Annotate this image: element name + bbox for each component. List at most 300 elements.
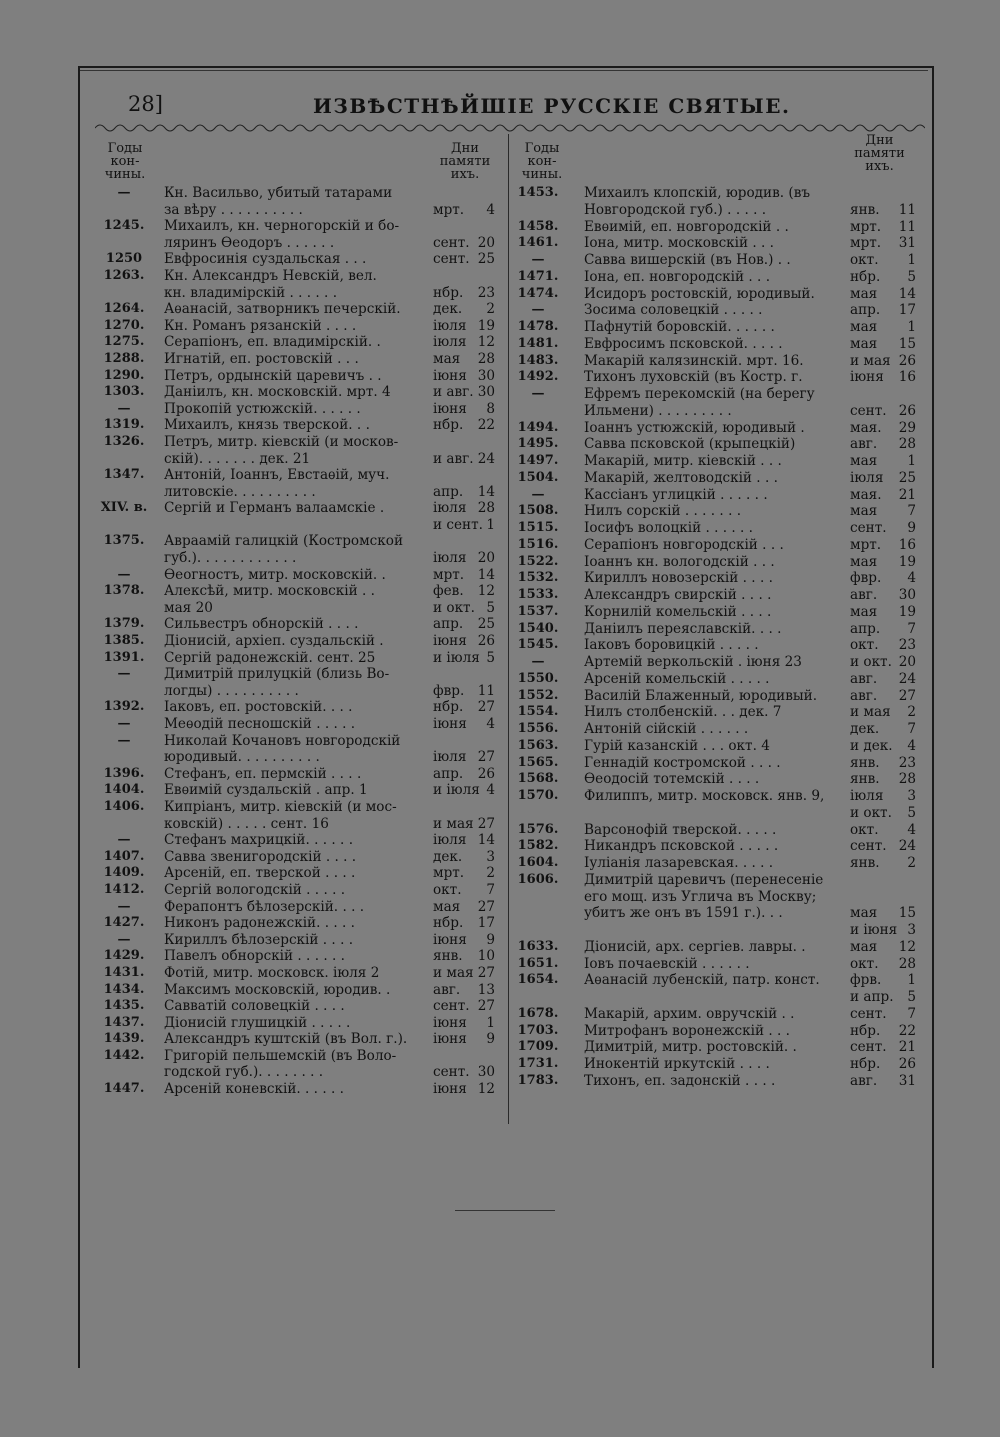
day-cell: 25 [898, 469, 916, 486]
day-cell: 9 [486, 931, 495, 948]
name-cell: Кириллъ новозерскій . . . . [584, 570, 773, 587]
name-cell: Арсеній комельскій . . . . . [584, 670, 770, 687]
table-row [96, 883, 501, 900]
date-cell: апр. [433, 765, 464, 782]
name-cell: Кн. Александръ Невскій, вел. [164, 267, 377, 284]
date-cell: мая [433, 898, 461, 915]
year-cell: 1516. [517, 536, 559, 552]
year-cell: XIV. в. [100, 500, 148, 516]
date-cell: іюля [433, 832, 467, 849]
date-cell: сент. [850, 1039, 887, 1056]
table-row [96, 369, 501, 386]
date-cell: іюня [433, 367, 467, 384]
day-cell: 20 [477, 234, 495, 251]
table-row [96, 468, 501, 485]
name-cell: Макарій калязинскій. мрт. 16. [584, 352, 804, 369]
left-column [96, 186, 501, 1099]
year-cell: 1288. [103, 350, 145, 366]
day-cell: 11 [898, 218, 916, 235]
year-cell: 1379. [103, 616, 145, 632]
date-cell: и дек. [850, 737, 893, 754]
table-row [96, 452, 501, 469]
day-cell: 14 [477, 832, 495, 849]
table-row [96, 617, 501, 634]
table-row [96, 783, 501, 800]
year-cell: 1606. [517, 871, 559, 887]
day-cell: 2 [486, 301, 495, 318]
year-cell: 1290. [103, 367, 145, 383]
name-cell: Исидоръ ростовскій, юродивый. [584, 285, 815, 302]
day-cell: 13 [477, 981, 495, 998]
name-cell: Кипріанъ, митр. кіевскій (и мос- [164, 798, 397, 815]
day-cell: 27 [477, 898, 495, 915]
table-row [96, 667, 501, 684]
header-text: Годы [107, 141, 143, 156]
date-cell: іюня [433, 716, 467, 732]
table-row [96, 219, 501, 236]
header-text: чины. [104, 167, 146, 182]
name-cell: Арсеній коневскій. . . . . . [164, 1081, 344, 1098]
name-cell: Іоаннъ кн. вологодскій . . . [584, 553, 775, 570]
date-cell: апр. [850, 302, 881, 319]
date-cell: сент. [433, 251, 470, 268]
day-cell: 12 [898, 938, 916, 955]
page-number: 28] [128, 92, 163, 116]
table-row [512, 320, 922, 337]
date-cell: апр. [433, 616, 464, 633]
day-cell: 28 [898, 436, 916, 453]
table-row [512, 488, 922, 505]
table-row [96, 833, 501, 850]
date-cell: нбр. [433, 699, 464, 716]
name-cell: Кн. Васильво, убитый татарами [164, 185, 393, 201]
name-cell: Митрофанъ воронежскій . . . [584, 1022, 790, 1039]
date-cell: окт. [850, 252, 879, 268]
table-row [96, 518, 501, 535]
name-cell: Нилъ сорскій . . . . . . . [584, 503, 742, 520]
date-cell: іюня [433, 1014, 467, 1031]
day-cell: 30 [477, 367, 495, 384]
date-cell: мрт. [433, 201, 465, 218]
table-row [512, 337, 922, 354]
day-cell: 24 [898, 838, 916, 855]
name-cell: Аѳанасій лубенскій, патр. конст. [584, 972, 820, 989]
table-row [96, 385, 501, 402]
date-cell: нбр. [433, 915, 464, 932]
name-cell: Кн. Романъ рязанскій . . . . [164, 317, 357, 334]
year-cell: — [531, 386, 545, 401]
year-cell: 1550. [517, 670, 559, 686]
date-cell: мая [850, 938, 878, 955]
date-cell: и сент. [433, 516, 483, 533]
date-cell: апр. [433, 483, 464, 500]
table-row [96, 634, 501, 651]
day-cell: 12 [477, 583, 495, 600]
name-cell: за вѣру . . . . . . . . . . [164, 201, 303, 218]
year-cell: 1347. [103, 467, 145, 483]
table-row [96, 584, 501, 601]
name-cell: Александръ куштскій (въ Вол. г.). [164, 1031, 408, 1048]
day-cell: 26 [477, 633, 495, 650]
date-cell: авг. [850, 587, 878, 603]
date-cell: іюня [433, 633, 467, 650]
day-cell: 24 [477, 450, 495, 467]
day-cell: 22 [898, 1022, 916, 1039]
table-row [96, 252, 501, 269]
name-cell: Димитрій царевичъ (перенесеніе [584, 871, 824, 888]
table-row [512, 1057, 922, 1074]
name-cell: кн. владимірскій . . . . . . [164, 284, 338, 301]
day-cell: 29 [898, 419, 916, 436]
day-cell: 1 [907, 252, 916, 268]
table-row [96, 850, 501, 867]
year-cell: — [531, 654, 545, 669]
name-cell: Новгородской губ.) . . . . . [584, 201, 767, 218]
day-cell: 8 [486, 400, 495, 417]
day-cell: 26 [898, 1056, 916, 1072]
table-row [512, 756, 922, 773]
year-cell: 1537. [517, 603, 559, 619]
date-cell: янв. [850, 754, 880, 771]
date-cell: мая. [850, 419, 882, 436]
day-cell: 30 [898, 587, 916, 603]
name-cell: Сергій вологодскій . . . . . [164, 881, 346, 898]
year-cell: 1568. [517, 771, 559, 787]
name-cell: Діонисій, арх. сергіев. лавры. . [584, 938, 806, 955]
year-cell: — [117, 566, 131, 582]
table-row [512, 689, 922, 706]
right-column [512, 186, 922, 1091]
date-cell: іюля [433, 334, 467, 351]
day-cell: 21 [898, 1039, 916, 1056]
year-cell: 1570. [517, 788, 559, 803]
table-row [512, 772, 922, 789]
name-cell: Ефремъ перекомскій (на берегу [584, 386, 815, 402]
name-cell: Аѳанасій, затворникъ печерскій. [164, 301, 401, 318]
date-cell: сент. [433, 998, 470, 1015]
name-cell: Іосифъ волоцкій . . . . . . [584, 520, 753, 536]
day-cell: 28 [898, 955, 916, 972]
date-cell: іюня [850, 369, 884, 386]
date-cell: іюля [433, 550, 467, 567]
name-cell: Евфросинія суздальская . . . [164, 251, 367, 268]
name-cell: Игнатій, еп. ростовскій . . . [164, 350, 359, 367]
table-row [512, 722, 922, 739]
year-cell: 1703. [517, 1022, 559, 1038]
name-cell: Алексѣй, митр. московскій . . [164, 583, 375, 600]
table-row [96, 302, 501, 319]
date-cell: сент. [433, 1064, 470, 1081]
table-row [512, 638, 922, 655]
year-cell: 1392. [103, 699, 145, 715]
day-cell: 5 [907, 804, 916, 821]
table-row [96, 933, 501, 950]
name-cell: Григорій пельшемскій (въ Воло- [164, 1047, 397, 1064]
table-row [96, 319, 501, 336]
table-row [512, 370, 922, 387]
year-cell: 1533. [517, 587, 559, 602]
name-cell: Стефанъ, еп. пермскій . . . . [164, 765, 362, 782]
day-cell: 14 [898, 285, 916, 302]
name-cell: Савва псковской (крыпецкій) [584, 436, 796, 453]
day-cell: 3 [907, 788, 916, 804]
table-row [96, 335, 501, 352]
day-cell: 31 [898, 1072, 916, 1089]
day-cell: 7 [907, 721, 916, 737]
year-cell: 1447. [103, 1081, 145, 1097]
date-cell: и окт. [850, 654, 892, 670]
day-cell: 5 [486, 649, 495, 666]
name-cell: литовскіе. . . . . . . . . . [164, 483, 316, 500]
header-text: памяти [439, 154, 491, 169]
date-cell: мая [850, 905, 878, 922]
table-row [512, 1024, 922, 1041]
day-cell: 20 [898, 654, 916, 670]
name-cell: Іоаннъ устюжскій, юродивый . [584, 419, 805, 436]
year-cell: 1437. [103, 1014, 145, 1030]
day-cell: 1 [486, 516, 495, 533]
table-row [512, 588, 922, 605]
table-row [96, 866, 501, 883]
date-cell: мая [850, 319, 878, 335]
day-cell: 1 [907, 453, 916, 469]
year-cell: 1453. [517, 185, 559, 200]
table-row [96, 767, 501, 784]
table-row [512, 789, 922, 806]
year-cell: — [117, 716, 131, 731]
table-row [96, 999, 501, 1016]
table-row [96, 568, 501, 585]
name-cell: Александръ свирскій . . . . [584, 587, 772, 603]
table-row [96, 983, 501, 1000]
day-cell: 11 [477, 682, 495, 699]
name-cell: Арсеній, еп. тверской . . . . [164, 865, 356, 882]
date-cell: мая [850, 453, 878, 469]
date-cell: авг. [850, 687, 878, 704]
date-cell: и окт. [850, 804, 892, 821]
table-row [512, 220, 922, 237]
date-cell: окт. [850, 637, 879, 654]
year-cell: 1407. [103, 848, 145, 864]
year-cell: — [117, 732, 131, 748]
name-cell: Никандръ псковской . . . . . [584, 838, 779, 855]
day-cell: 4 [486, 201, 495, 218]
day-cell: 4 [486, 716, 495, 732]
name-cell: Сергій и Германъ валаамскіе . [164, 500, 385, 517]
date-cell: авг. [850, 436, 878, 453]
date-cell: и мая [433, 815, 474, 832]
year-cell: 1651. [517, 955, 559, 971]
year-cell: 1474. [517, 285, 559, 301]
name-cell: Павелъ обнорскій . . . . . . [164, 948, 345, 965]
table-row [96, 717, 501, 734]
table-row [512, 839, 922, 856]
day-cell: 11 [898, 201, 916, 218]
name-cell: Іона, еп. новгородскій . . . [584, 268, 771, 285]
table-row [96, 601, 501, 618]
table-row [512, 471, 922, 488]
table-row [96, 236, 501, 253]
table-row [512, 437, 922, 454]
date-cell: и іюня [850, 922, 898, 938]
name-cell: логды) . . . . . . . . . . [164, 682, 299, 699]
day-cell: 26 [898, 352, 916, 369]
date-cell: мая [850, 553, 878, 570]
date-cell: янв. [433, 948, 463, 965]
name-cell: Варсонофій тверской. . . . . [584, 821, 777, 838]
day-cell: 12 [477, 1081, 495, 1098]
year-cell: — [531, 302, 545, 318]
year-cell: 1709. [517, 1039, 559, 1055]
date-cell: фвр. [850, 570, 882, 587]
name-cell: Діонисій, архіеп. суздальскій . [164, 633, 384, 650]
header-days-left [430, 142, 500, 181]
date-cell: авг. [850, 1072, 878, 1089]
table-row [512, 1007, 922, 1024]
table-row [512, 186, 922, 203]
year-cell: 1434. [103, 981, 145, 997]
date-cell: нбр. [433, 284, 464, 301]
day-cell: 2 [907, 855, 916, 871]
year-cell: 1275. [103, 334, 145, 350]
table-row [96, 734, 501, 751]
day-cell: 21 [898, 486, 916, 503]
table-row [96, 1049, 501, 1066]
table-row [512, 856, 922, 873]
day-cell: 19 [898, 553, 916, 570]
name-cell: Димитрій прилуцкій (близь Во- [164, 666, 390, 683]
name-cell: ковскій) . . . . . сент. 16 [164, 815, 329, 832]
year-cell: 1678. [517, 1005, 559, 1021]
day-cell: 24 [898, 670, 916, 687]
day-cell: 12 [477, 334, 495, 351]
name-cell: Филиппъ, митр. московск. янв. 9, [584, 788, 825, 804]
name-cell: Ѳеогностъ, митр. московскій. . [164, 566, 386, 583]
name-cell: Авраамій галицкій (Костромской [164, 533, 404, 550]
table-row [512, 1074, 922, 1091]
year-cell: 1492. [517, 369, 559, 385]
name-cell: Сильвестръ обнорскій . . . . [164, 616, 359, 633]
date-cell: фвр. [433, 682, 465, 699]
year-cell: 1264. [103, 301, 145, 317]
header-text: памяти [854, 146, 905, 161]
table-row [512, 973, 922, 990]
date-cell: и мая [433, 964, 474, 981]
date-cell: мрт. [433, 566, 465, 583]
day-cell: 3 [907, 922, 916, 938]
day-cell: 23 [898, 754, 916, 771]
date-cell: іюня [433, 1031, 467, 1048]
name-cell: скій). . . . . . . дек. 21 [164, 450, 311, 467]
table-row [512, 404, 922, 421]
table-row [96, 800, 501, 817]
table-row [512, 421, 922, 438]
table-row [96, 551, 501, 568]
day-cell: 16 [898, 369, 916, 386]
table-row [96, 916, 501, 933]
date-cell: фев. [433, 583, 464, 600]
date-cell: мрт. [433, 865, 465, 882]
name-cell: Серапіонъ, еп. владимірскій. . [164, 334, 381, 351]
table-row [512, 806, 922, 823]
day-cell: 26 [477, 765, 495, 782]
name-cell: убитъ же онъ въ 1591 г.). . . [584, 905, 783, 922]
table-row [96, 286, 501, 303]
year-cell: 1429. [103, 948, 145, 964]
year-cell: 1461. [517, 235, 559, 251]
year-cell: 1508. [517, 503, 559, 519]
day-cell: 28 [898, 771, 916, 788]
table-row [512, 253, 922, 270]
name-cell: Даніилъ переяславскій. . . . [584, 620, 782, 637]
date-cell: сент. [850, 520, 887, 536]
date-cell: іюля [433, 500, 467, 517]
table-row [96, 966, 501, 983]
date-cell: нбр. [850, 1022, 881, 1039]
table-row [512, 990, 922, 1007]
day-cell: 27 [477, 998, 495, 1015]
day-cell: 31 [898, 235, 916, 252]
year-cell: 1250 [105, 251, 143, 267]
page-title: ИЗВѢСТНѢЙШІЕ РУССКІЕ СВЯТЫЕ. [313, 94, 791, 118]
year-cell: 1406. [103, 798, 145, 814]
table-row [512, 923, 922, 940]
day-cell: 2 [486, 865, 495, 882]
day-cell: 27 [477, 749, 495, 766]
date-cell: окт. [850, 821, 879, 838]
table-row [96, 1065, 501, 1082]
table-row [512, 940, 922, 957]
name-cell: Кириллъ бѣлозерскій . . . . [164, 931, 354, 948]
date-cell: дек. [433, 301, 463, 318]
name-cell: Макарій, архим. овручскій . . [584, 1005, 795, 1022]
date-cell: окт. [433, 881, 462, 898]
day-cell: 17 [477, 915, 495, 932]
year-cell: 1478. [517, 319, 559, 334]
date-cell: мая [850, 503, 878, 520]
name-cell: Кассіанъ углицкій . . . . . . [584, 486, 768, 503]
table-row [512, 890, 922, 907]
day-cell: 25 [477, 616, 495, 633]
day-cell: 14 [477, 566, 495, 583]
day-cell: 2 [907, 704, 916, 721]
date-cell: и апр. [850, 989, 894, 1005]
year-cell: 1385. [103, 633, 145, 649]
name-cell: годской губ.). . . . . . . . [164, 1064, 324, 1081]
date-cell: янв. [850, 201, 880, 218]
name-cell: Евфросимъ псковской. . . . . [584, 335, 783, 352]
year-cell: 1471. [517, 268, 559, 284]
table-row [512, 504, 922, 521]
table-row [512, 605, 922, 622]
year-cell: 1494. [517, 419, 559, 435]
table-row [96, 817, 501, 834]
table-row [512, 739, 922, 756]
name-cell: Стефанъ махрицкій. . . . . . [164, 832, 354, 849]
year-cell: 1565. [517, 754, 559, 770]
day-cell: 5 [486, 599, 495, 616]
date-cell: мрт. [850, 218, 882, 235]
name-cell: Даніилъ, кн. московскій. мрт. 4 [164, 384, 391, 401]
date-cell: и іюля [433, 649, 480, 666]
year-cell: 1431. [103, 964, 145, 980]
date-cell: и авг. [433, 384, 474, 401]
date-cell: мая. [850, 486, 882, 503]
table-row [96, 750, 501, 767]
date-cell: іюня [433, 1081, 467, 1098]
name-cell: Петръ, митр. кіевскій (и москов- [164, 433, 399, 450]
year-cell: 1375. [103, 533, 145, 549]
